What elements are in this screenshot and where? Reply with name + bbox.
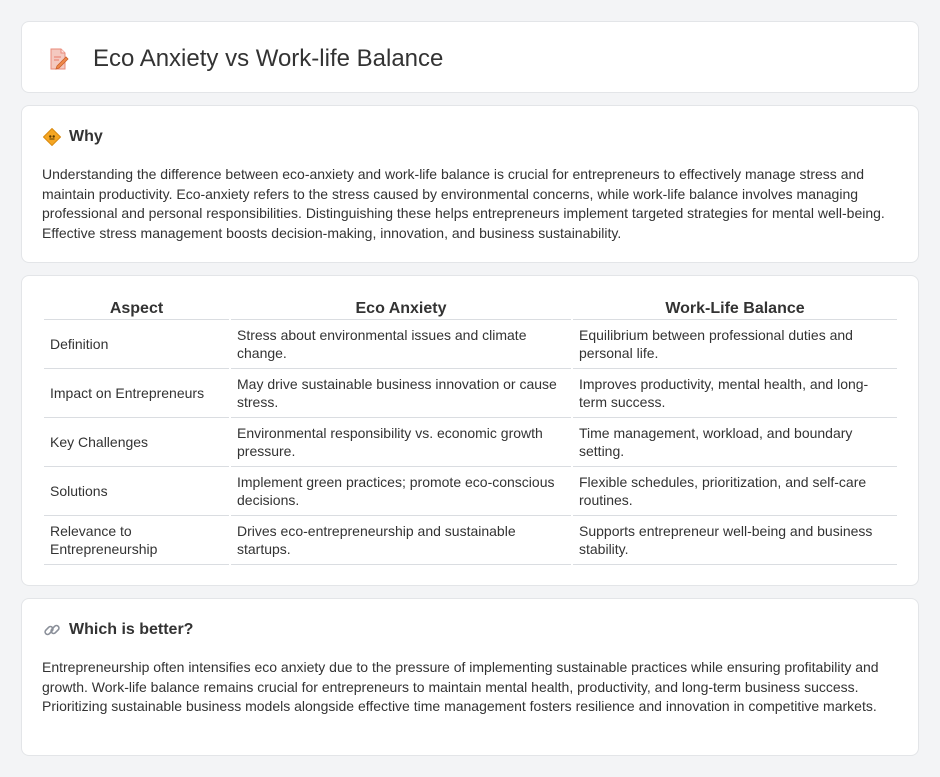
better-title: Which is better? xyxy=(69,621,194,638)
cell-aspect: Impact on Entrepreneurs xyxy=(44,369,229,418)
table-row xyxy=(44,516,897,565)
which-is-better-section xyxy=(21,598,919,756)
cell-eco-anxiety: Implement green practices; promote eco-conscious decisions. xyxy=(231,467,571,516)
header-card xyxy=(21,21,919,93)
cell-aspect: Solutions xyxy=(44,467,229,516)
cell-work-life-balance: Equilibrium between professional duties and personal life. xyxy=(573,320,897,369)
table-row xyxy=(44,418,897,467)
link-icon xyxy=(43,621,61,639)
comparison-table-section xyxy=(21,275,919,586)
document-pencil-icon xyxy=(48,47,70,71)
diamond-sign-icon xyxy=(43,128,61,146)
better-text: Entrepreneurship often intensifies eco anxiety due to the pressure of implementing sustainable practices while ensuring profitability and growth. Work-life balance remains crucial for entrepreneurs to maintain mental health, productivity, and long-term business success. Prioritizing sustainable business models alongside effective time management fosters resilience and innovation in competitive markets. xyxy=(42,659,879,714)
why-heading xyxy=(43,127,103,147)
cell-aspect: Relevance to Entrepreneurship xyxy=(44,516,229,565)
table-header-row xyxy=(44,297,897,320)
header-work-life-balance: Work-Life Balance xyxy=(573,297,897,320)
cell-eco-anxiety: Drives eco-entrepreneurship and sustainable startups. xyxy=(231,516,571,565)
cell-work-life-balance: Supports entrepreneur well-being and business stability. xyxy=(573,516,897,565)
why-section xyxy=(21,105,919,263)
cell-aspect: Definition xyxy=(44,320,229,369)
comparison-table xyxy=(42,297,899,565)
why-text: Understanding the difference between eco-anxiety and work-life balance is crucial for entrepreneurs to effectively manage stress and maintain productivity. Eco-anxiety refers to the stress caused by environmental concerns, while work-life balance involves managing professional and personal responsibilities. Distinguishing these helps entrepreneurs implement targeted strategies for mental well-being. Effective stress management boosts decision-making, innovation, and business sustainability. xyxy=(42,166,885,241)
table-row xyxy=(44,320,897,369)
cell-aspect: Key Challenges xyxy=(44,418,229,467)
header-aspect: Aspect xyxy=(44,297,229,320)
cell-eco-anxiety: Environmental responsibility vs. economic growth pressure. xyxy=(231,418,571,467)
why-title: Why xyxy=(69,128,103,145)
cell-work-life-balance: Improves productivity, mental health, and long-term success. xyxy=(573,369,897,418)
table-row xyxy=(44,467,897,516)
cell-work-life-balance: Time management, workload, and boundary setting. xyxy=(573,418,897,467)
cell-eco-anxiety: May drive sustainable business innovation or cause stress. xyxy=(231,369,571,418)
table-row xyxy=(44,369,897,418)
better-heading xyxy=(43,620,193,640)
cell-work-life-balance: Flexible schedules, prioritization, and self-care routines. xyxy=(573,467,897,516)
header-eco-anxiety: Eco Anxiety xyxy=(231,297,571,320)
page-title: Eco Anxiety vs Work-life Balance xyxy=(93,45,444,72)
cell-eco-anxiety: Stress about environmental issues and climate change. xyxy=(231,320,571,369)
